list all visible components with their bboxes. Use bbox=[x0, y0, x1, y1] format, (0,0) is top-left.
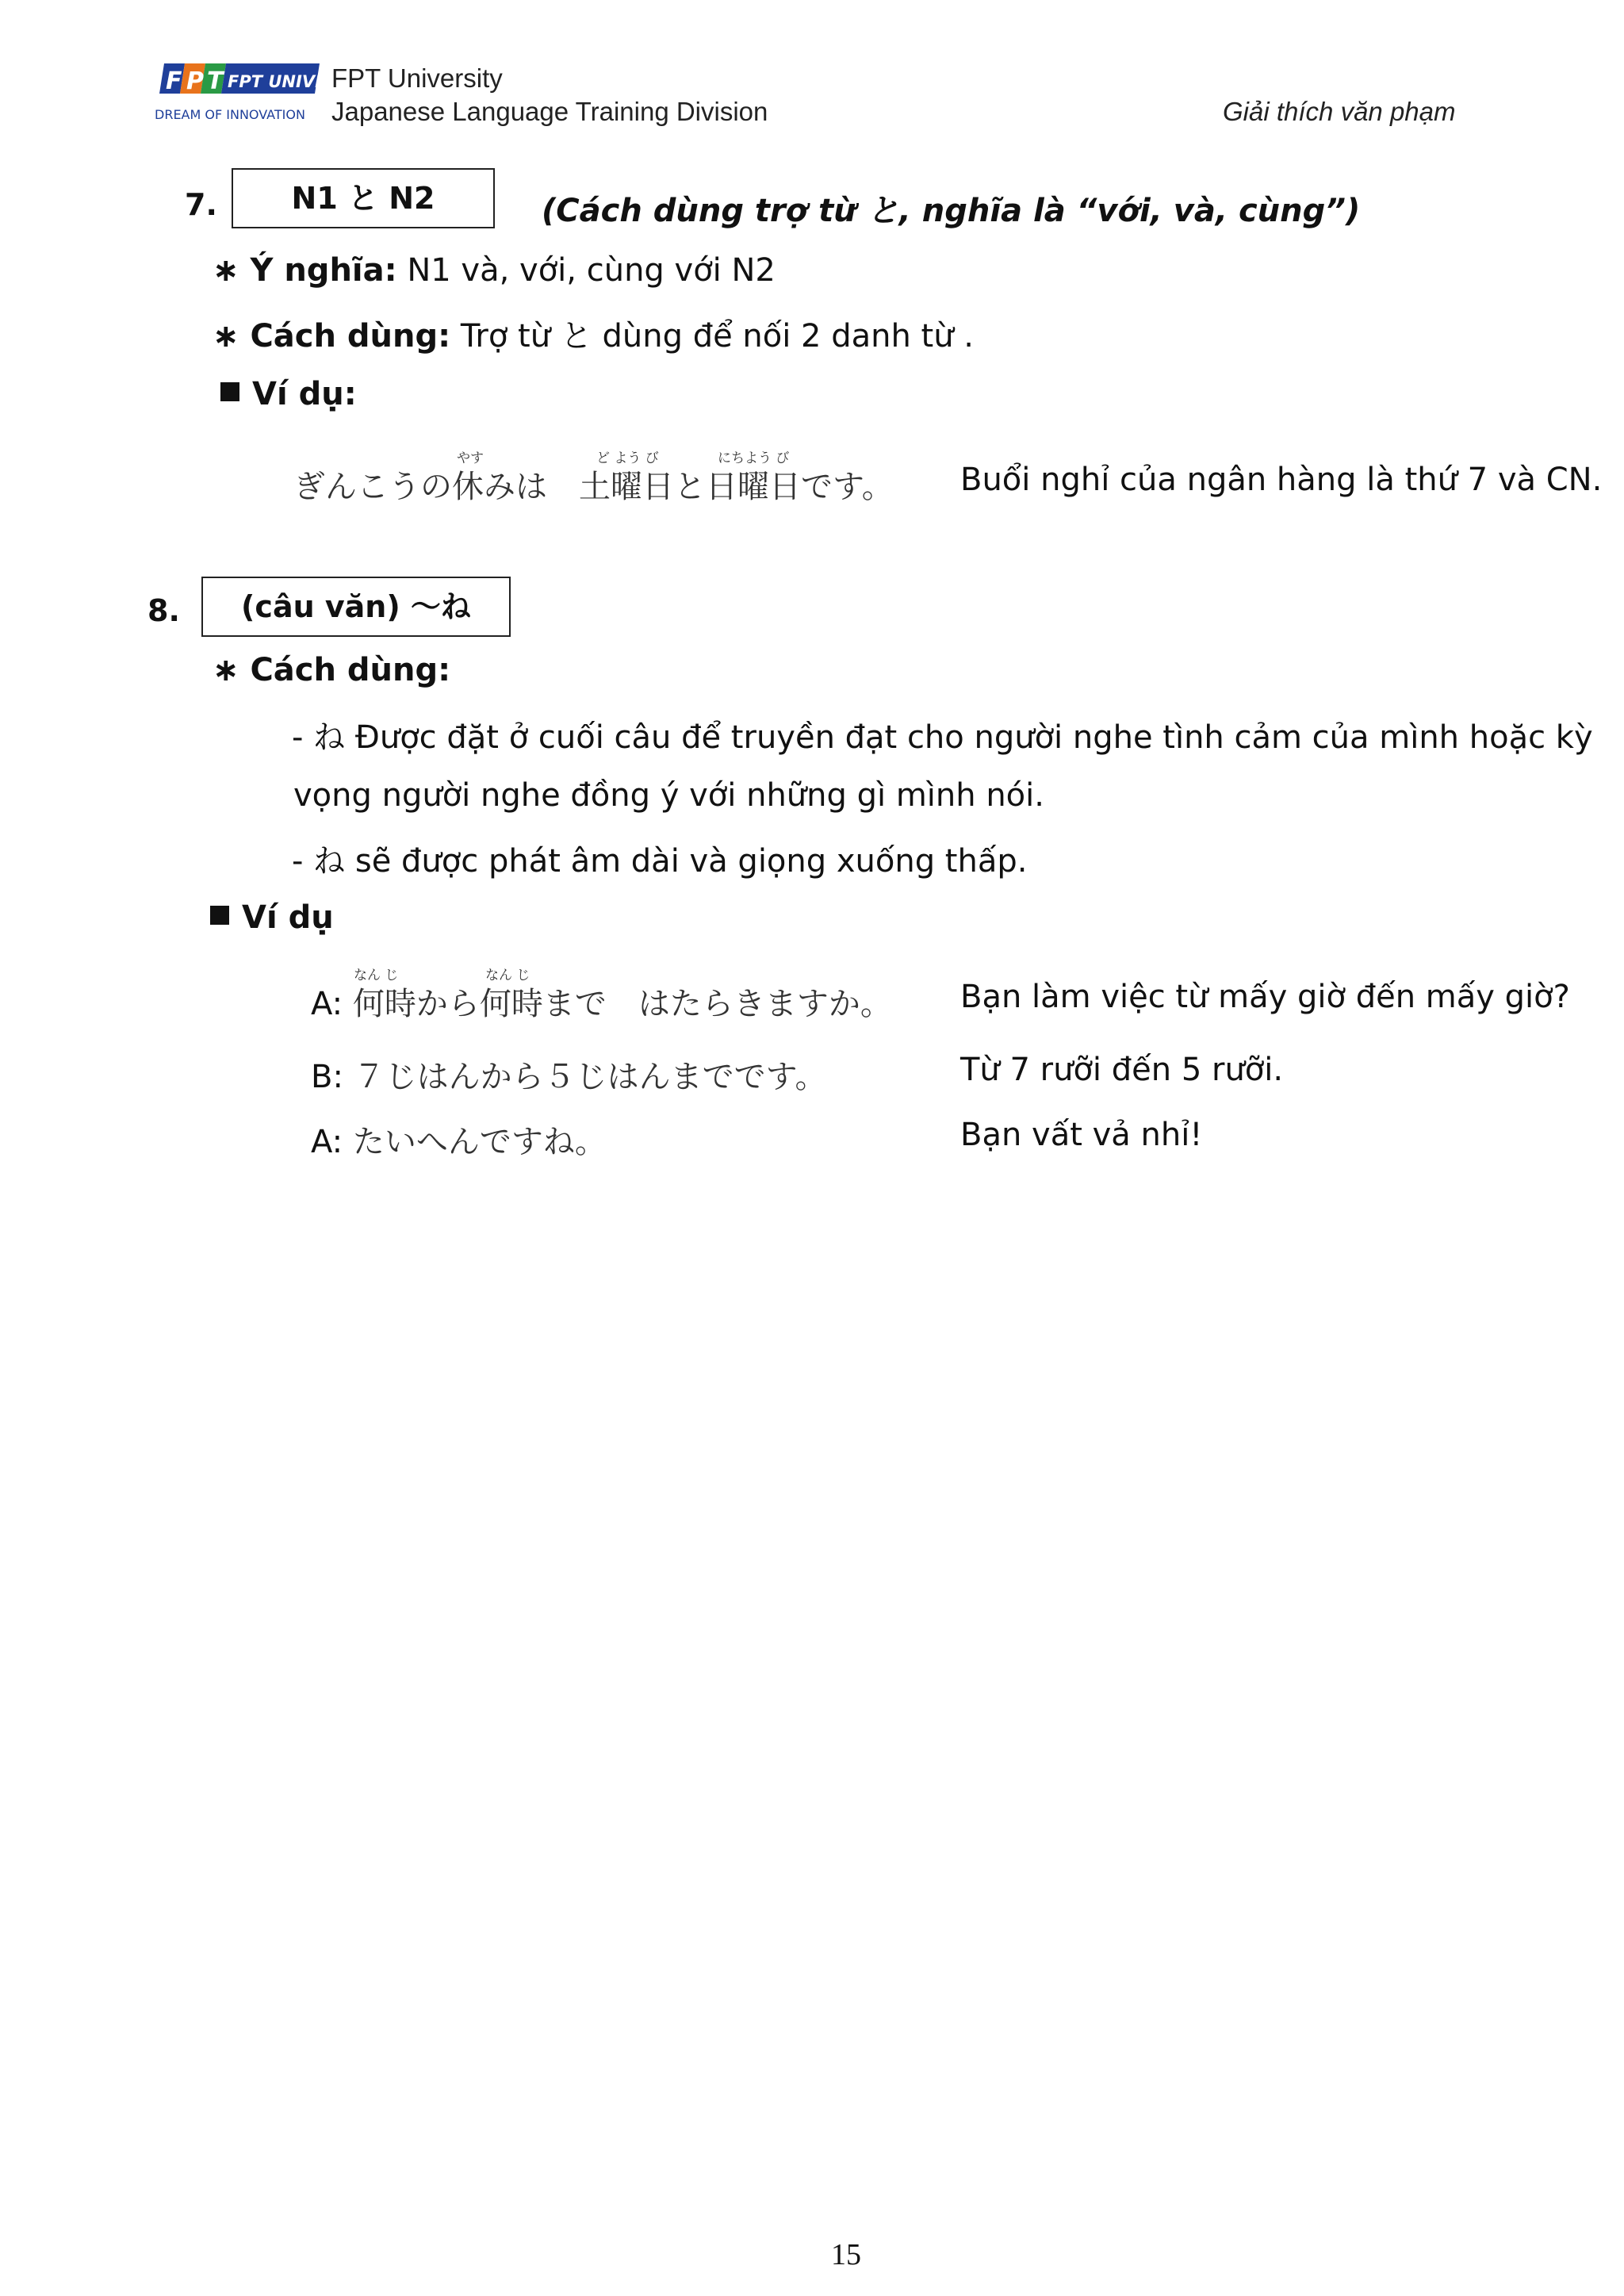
example-3-vietnamese: Bạn vất vả nhỉ! bbox=[960, 1117, 1203, 1153]
section-7-example-vietnamese: Buổi nghỉ của ngân hàng là thứ 7 và CN. bbox=[960, 462, 1603, 498]
logo-wordmark: FPT UNIVE bbox=[228, 72, 327, 91]
fpt-university-logo bbox=[153, 59, 327, 130]
example-2-vietnamese: Từ 7 rưỡi đến 5 rưỡi. bbox=[960, 1052, 1284, 1088]
ruby-nichiyoubi: にちよう び bbox=[718, 450, 790, 466]
square-bullet-icon bbox=[220, 382, 239, 401]
section-8-example-heading bbox=[210, 899, 334, 936]
ruby-doyoubi: ど よう び bbox=[596, 450, 659, 466]
example-label: Ví dụ: bbox=[252, 376, 357, 412]
speaker-a: A: bbox=[311, 1124, 353, 1160]
section-7-example-japanese: ぎんこうの休みは 土曜日と日曜日です。 bbox=[293, 469, 894, 505]
svg-text:T: T bbox=[207, 67, 224, 95]
header-division: Japanese Language Training Division bbox=[331, 97, 768, 126]
svg-text:F: F bbox=[166, 67, 182, 95]
speaker-b: B: bbox=[311, 1059, 354, 1095]
section-8-number: 8. bbox=[147, 593, 180, 628]
usage-label: ∗ Cách dùng: bbox=[213, 318, 451, 355]
meaning-text: N1 và, với, cùng với N2 bbox=[396, 252, 776, 289]
example-2-japanese bbox=[311, 1052, 826, 1097]
section-7-example-heading bbox=[220, 376, 357, 412]
svg-text:P: P bbox=[186, 67, 204, 95]
example-1-japanese bbox=[311, 979, 892, 1024]
section-8-point-1-line-1: - ね Được đặt ở cuối câu để truyền đạt cho người nghe tình cảm của mình hoặc kỳ bbox=[292, 719, 1593, 756]
ruby-nanji-1: なん じ bbox=[354, 968, 399, 983]
section-8-point-2: - ね sẽ được phát âm dài và giọng xuống thấp. bbox=[292, 843, 1028, 880]
section-8-point-1-line-2: vọng người nghe đồng ý với những gì mình nói. bbox=[293, 777, 1044, 814]
example-3-japanese bbox=[311, 1117, 607, 1162]
page-number: 15 bbox=[831, 2238, 861, 2271]
example-label: Ví dụ bbox=[242, 899, 334, 936]
speaker-a: A: bbox=[311, 986, 353, 1022]
meaning-label: ∗ Ý nghĩa: bbox=[213, 252, 397, 289]
section-7-title: (Cách dùng trợ từ と, nghĩa là “với, và, cùng”) bbox=[542, 193, 1361, 229]
usage-text: Trợ từ と dùng để nối 2 danh từ . bbox=[450, 318, 975, 355]
example-2-jp-text: ７じはんから５じはんまでです。 bbox=[353, 1059, 827, 1095]
ruby-nanji-2: なん じ bbox=[485, 968, 530, 983]
section-7-meaning bbox=[213, 252, 776, 289]
section-8-usage-label: ∗ Cách dùng: bbox=[213, 652, 451, 688]
logo-tagline: DREAM OF INNOVATION bbox=[155, 107, 305, 122]
header-org: FPT University bbox=[331, 63, 503, 93]
square-bullet-icon bbox=[210, 906, 229, 925]
example-1-jp-text: 何時から何時まで はたらきますか。 bbox=[352, 986, 892, 1022]
ruby-yasu: やす bbox=[457, 450, 484, 466]
header-doc-type: Giải thích văn phạm bbox=[1223, 97, 1456, 126]
section-7-number: 7. bbox=[185, 187, 217, 222]
example-3-jp-text: たいへんですね。 bbox=[352, 1124, 607, 1160]
example-1-vietnamese: Bạn làm việc từ mấy giờ đến mấy giờ? bbox=[960, 979, 1570, 1015]
section-8-pattern-box: (câu văn) ～ね bbox=[201, 577, 511, 637]
section-7-usage bbox=[213, 311, 974, 356]
section-7-pattern-box: N1 と N2 bbox=[232, 168, 495, 228]
